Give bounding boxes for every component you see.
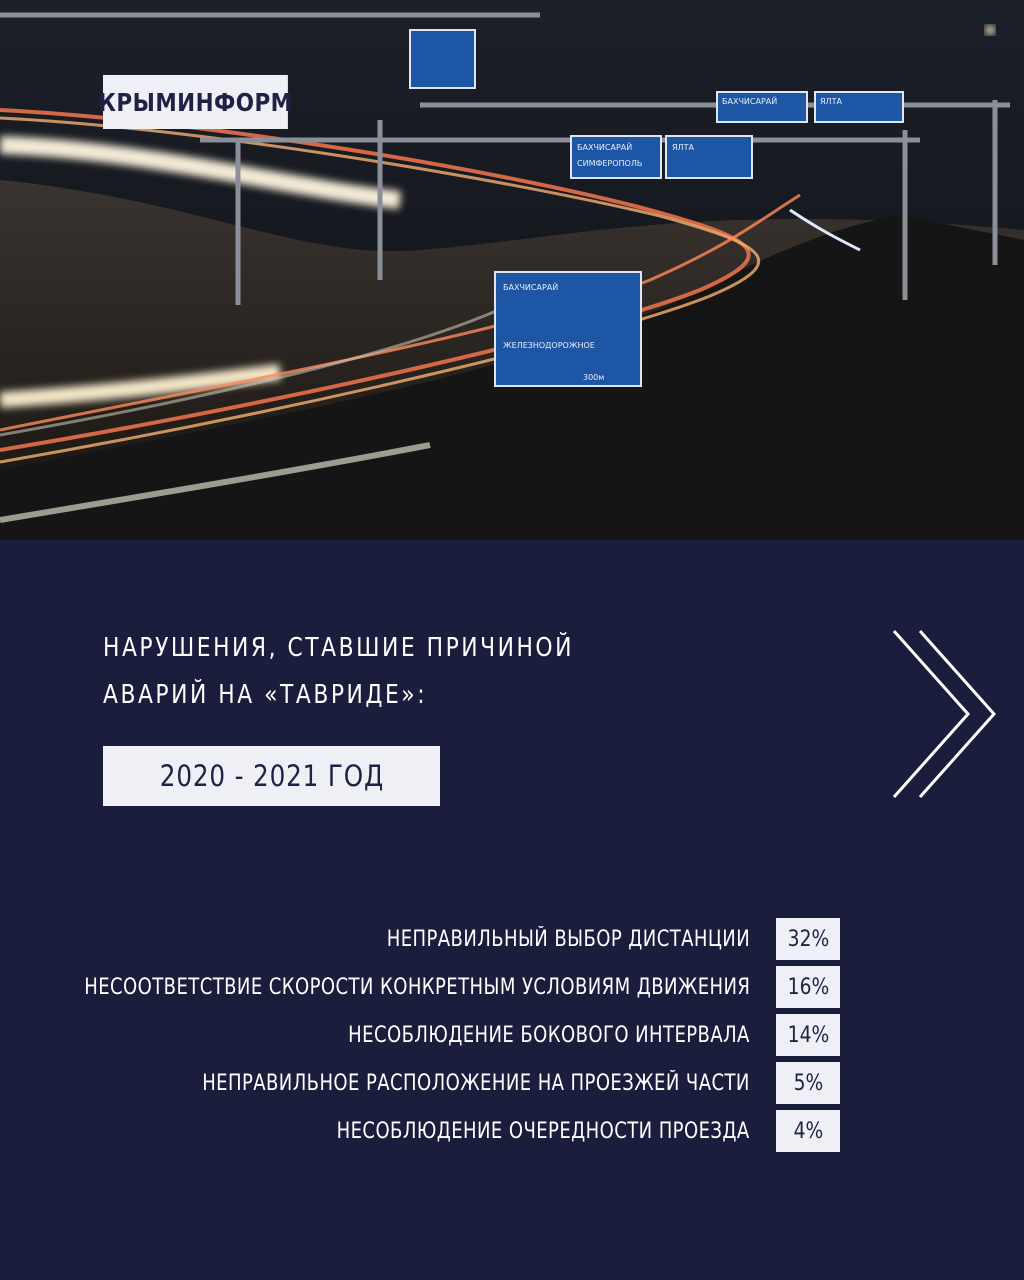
title-line-1: НАРУШЕНИЯ, СТАВШИЕ ПРИЧИНОЙ	[103, 633, 575, 663]
table-row	[0, 918, 1024, 960]
svg-text:СИМФЕРОПОЛЬ: СИМФЕРОПОЛЬ	[577, 159, 643, 168]
svg-text:БАХЧИСАРАЙ: БАХЧИСАРАЙ	[577, 143, 633, 152]
violation-percent	[776, 1062, 840, 1104]
violation-percent	[776, 1014, 840, 1056]
table-row	[0, 1062, 1024, 1104]
violation-label: НЕСОБЛЮДЕНИЕ БОКОВОГО ИНТЕРВАЛА	[348, 1023, 750, 1048]
svg-text:БАХЧИСАРАЙ: БАХЧИСАРАЙ	[722, 97, 778, 106]
violation-percent	[776, 918, 840, 960]
svg-text:БАХЧИСАРАЙ: БАХЧИСАРАЙ	[503, 283, 559, 292]
svg-text:ЖЕЛЕЗНОДОРОЖНОЕ: ЖЕЛЕЗНОДОРОЖНОЕ	[503, 341, 595, 350]
svg-text:ЯЛТА: ЯЛТА	[672, 143, 694, 152]
table-row	[0, 966, 1024, 1008]
violation-label: НЕПРАВИЛЬНЫЙ ВЫБОР ДИСТАНЦИИ	[386, 927, 750, 952]
table-row	[0, 1110, 1024, 1152]
period-badge	[103, 746, 440, 806]
violation-percent-text: 4%	[793, 1119, 823, 1144]
title-line-2: АВАРИЙ НА «ТАВРИДЕ»:	[103, 680, 428, 710]
double-chevron-right-icon	[880, 625, 1000, 803]
violation-percent	[776, 966, 840, 1008]
table-row	[0, 1014, 1024, 1056]
period-text: 2020 - 2021 ГОД	[159, 759, 384, 793]
violation-percent-text: 14%	[787, 1023, 829, 1048]
violation-label: НЕПРАВИЛЬНОЕ РАСПОЛОЖЕНИЕ НА ПРОЕЗЖЕЙ ЧАСТИ	[202, 1071, 750, 1096]
highway-night-photo	[0, 0, 1024, 540]
violation-percent-text: 5%	[793, 1071, 823, 1096]
violation-label: НЕСООТВЕТСТВИЕ СКОРОСТИ КОНКРЕТНЫМ УСЛОВИЯМ ДВИЖЕНИЯ	[83, 975, 750, 1000]
svg-text:ЯЛТА: ЯЛТА	[820, 97, 842, 106]
page-title	[103, 625, 574, 719]
logo-badge	[98, 75, 293, 129]
violation-percent	[776, 1110, 840, 1152]
logo-text: КРЫМИНФОРМ	[98, 87, 293, 117]
violation-percent-text: 16%	[787, 975, 829, 1000]
violation-percent-text: 32%	[787, 927, 829, 952]
svg-text:300м: 300м	[583, 373, 605, 382]
violation-label: НЕСОБЛЮДЕНИЕ ОЧЕРЕДНОСТИ ПРОЕЗДА	[337, 1119, 750, 1144]
